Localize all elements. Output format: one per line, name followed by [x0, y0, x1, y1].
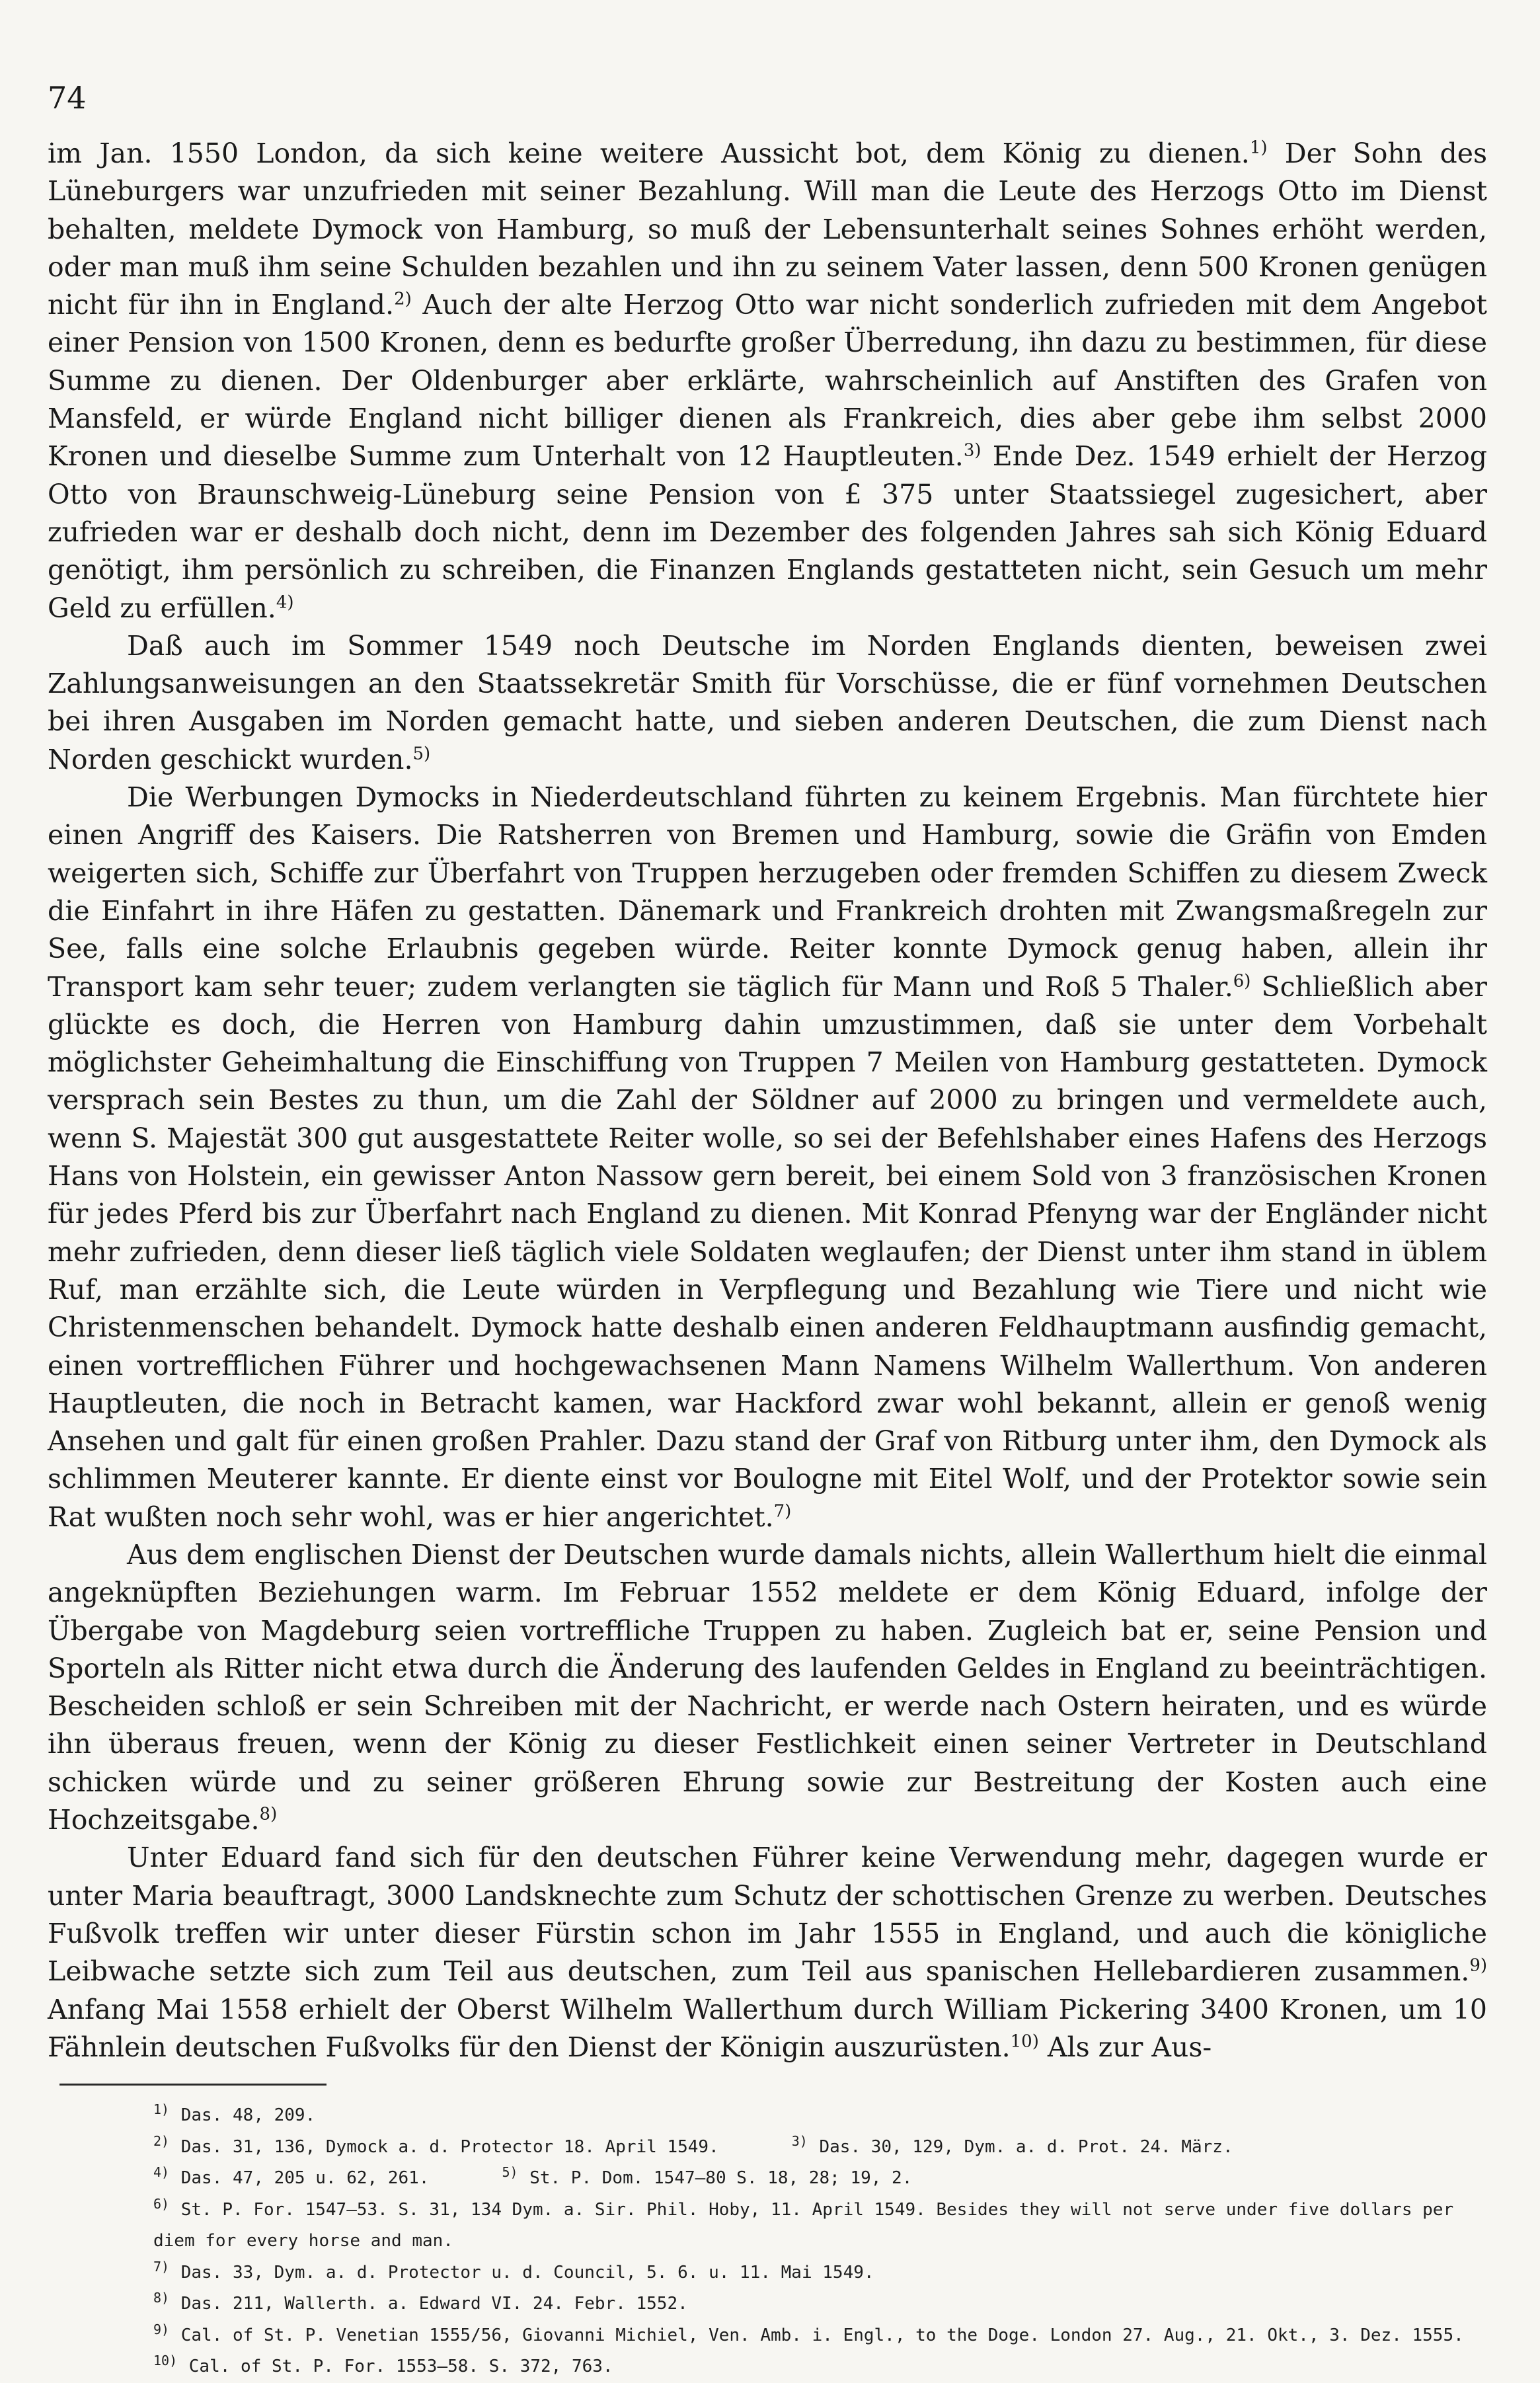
text-run: Auch der alte Herzog Otto war nicht sonderlich zufrieden mit dem Angebot einer Pension von 1500 Kronen, denn es bedurfte großer Überredung, ihn dazu zu bestimmen, für diese Summe zu dienen. Der Oldenburger aber erklärte, wahrscheinlich auf Anstiften des Grafen von Mansfeld, er würde England nicht billiger dienen als Frankreich, dies aber gebe ihm selbst 2000 Kronen und dieselbe Summe zum Unterhalt von 12 Hauptleuten.	[48, 289, 1487, 473]
body-text	[48, 135, 1487, 2066]
text-run: Aus dem englischen Dienst der Deutschen wurde damals nichts, allein Wallerthum hielt die einmal angeknüpften Beziehungen warm. Im Februar 1552 meldete er dem König Eduard, infolge der Übergabe von Magdeburg seien vortreffliche Truppen zu haben. Zugleich bat er, seine Pension und Sporteln als Ritter nicht etwa durch die Änderung des laufenden Geldes in England zu beeinträchtigen. Bescheiden schloß er sein Schreiben mit der Nachricht, er werde nach Ostern heiraten, und es würde ihn überaus freuen, wenn der König zu dieser Festlichkeit einen seiner Vertreter in Deutschland schicken würde und zu seiner größeren Ehrung sowie zur Bestreitung der Kosten auch eine Hochzeitsgabe.	[48, 1538, 1487, 1836]
text-run: im Jan. 1550 London, da sich keine weitere Aussicht bot, dem König zu dienen.	[48, 137, 1250, 169]
paragraph-3	[48, 779, 1487, 1536]
footnote-marker: 9)	[1469, 1955, 1487, 1976]
footnote-4	[153, 2163, 429, 2195]
text-run: Daß auch im Sommer 1549 noch Deutsche im Norden Englands dienten, beweisen zwei Zahlungsanweisungen an den Staatssekretär Smith für Vorschüsse, die er fünf vornehmen Deutschen bei ihren Ausgaben im Norden gemacht hatte, und sieben anderen Deutschen, die zum Dienst nach Norden geschickt wurden.	[48, 629, 1487, 775]
page-number: 74	[48, 80, 87, 116]
text-run: Die Werbungen Dymocks in Niederdeutschland führten zu keinem Ergebnis. Man fürchtete hier einen Angriff des Kaisers. Die Ratsherren von Bremen und Hamburg, sowie die Gräfin von Emden weigerten sich, Schiffe zur Überfahrt von Truppen herzugeben oder fremden Schiffen zu diesem Zweck die Einfahrt in ihre Häfen zu gestatten. Dänemark und Frankreich drohten mit Zwangsmaßregeln zur See, falls eine solche Erlaubnis gegeben würde. Reiter konnte Dymock genug haben, allein ihr Transport kam sehr teuer; zudem verlangten sie täglich für Mann und Roß 5 Thaler.	[48, 781, 1487, 1003]
footnote-number: 4)	[153, 2164, 170, 2181]
footnote-text: Das. 33, Dym. a. d. Protector u. d. Council, 5. 6. u. 11. Mai 1549.	[180, 2262, 874, 2283]
footnote-text: Das. 30, 129, Dym. a. d. Prot. 24. März.	[819, 2136, 1233, 2157]
footnote-row	[48, 2163, 1487, 2195]
footnote-8	[48, 2288, 1487, 2320]
footnote-text: St. P. Dom. 1547—80 S. 18, 28; 19, 2.	[529, 2168, 913, 2189]
footnote-number: 8)	[153, 2290, 170, 2306]
paragraph-5	[48, 1839, 1487, 2066]
footnote-number: 1)	[153, 2101, 170, 2118]
footnote-marker: 4)	[276, 592, 294, 612]
footnote-5	[502, 2163, 912, 2195]
footnote-number: 9)	[153, 2321, 170, 2337]
text-run: Ende Dez. 1549 erhielt der Herzog Otto von Braunschweig-Lüneburg seine Pension von £ 375 unter Staatssiegel zugesichert, aber zufrieden war er deshalb doch nicht, denn im Dezember des folgenden Jahres sah sich König Eduard genötigt, ihm persönlich zu schreiben, die Finanzen Englands gestatteten nicht, sein Gesuch um mehr Geld zu erfüllen.	[48, 440, 1487, 624]
footnote-6	[48, 2195, 1487, 2257]
paragraph-1	[48, 135, 1487, 627]
footnote-7	[48, 2257, 1487, 2289]
footnote-marker: 2)	[394, 289, 412, 309]
text-run: Als zur Aus-	[1038, 2031, 1212, 2063]
footnote-text: Das. 211, Wallerth. a. Edward VI. 24. Febr. 1552.	[180, 2294, 688, 2314]
paragraph-2	[48, 627, 1487, 779]
footnote-marker: 8)	[259, 1804, 278, 1824]
footnote-text: Cal. of St. P. Venetian 1555/56, Giovanni Michiel, Ven. Amb. i. Engl., to the Doge. London 27. Aug., 21. Okt., 3. Dez. 1555.	[180, 2325, 1464, 2345]
footnote-number: 5)	[502, 2164, 518, 2181]
footnote-1	[48, 2100, 1487, 2132]
footnote-text: St. P. For. 1547—53. S. 31, 134 Dym. a. Sir. Phil. Hoby, 11. April 1549. Besides they will not serve under five dollars per diem for every horse and man.	[153, 2199, 1454, 2251]
footnote-marker: 7)	[773, 1501, 792, 1522]
footnote-marker: 3)	[963, 440, 982, 461]
footnote-number: 7)	[153, 2258, 170, 2275]
footnote-9	[48, 2320, 1487, 2352]
text-run: Der Sohn des Lüneburgers war unzufrieden mit seiner Bezahlung. Will man die Leute des Herzogs Otto im Dienst behalten, meldete Dymock von Hamburg, so muß der Lebensunterhalt seines Sohnes erhöht werden, oder man muß ihm seine Schulden bezahlen und ihn zu seinem Vater lassen, denn 500 Kronen genügen nicht für ihn in England.	[48, 137, 1487, 321]
text-run: Anfang Mai 1558 erhielt der Oberst Wilhelm Wallerthum durch William Pickering 3400 Kronen, um 10 Fähnlein deutschen Fußvolks für den Dienst der Königin auszurüsten.	[48, 1993, 1487, 2063]
footnote-3	[792, 2132, 1233, 2164]
footnote-10	[48, 2351, 1487, 2383]
footnote-divider	[59, 2084, 327, 2086]
footnote-text: Das. 47, 205 u. 62, 261.	[180, 2168, 430, 2189]
footnote-text: Das. 48, 209.	[180, 2105, 316, 2126]
footnote-marker: 6)	[1233, 970, 1251, 991]
footnote-text: Das. 31, 136, Dymock a. d. Protector 18. April 1549.	[180, 2136, 719, 2157]
footnotes	[48, 2100, 1487, 2383]
text-run: Unter Eduard fand sich für den deutschen Führer keine Verwendung mehr, dagegen wurde er unter Maria beauftragt, 3000 Landsknechte zum Schutz der schottischen Grenze zu werben. Deutsches Fußvolk treffen wir unter dieser Fürstin schon im Jahr 1555 in England, und auch die königliche Leibwache setzte sich zum Teil aus deutschen, zum Teil aus spanischen Hellebardieren zusammen.	[48, 1842, 1487, 1988]
footnote-marker: 1)	[1249, 137, 1268, 158]
footnote-text: Cal. of St. P. For. 1553—58. S. 372, 763.	[188, 2357, 613, 2377]
text-run: Schließlich aber glückte es doch, die Herren von Hamburg dahin umzustimmen, daß sie unter dem Vorbehalt möglichster Geheimhaltung die Einschiffung von Truppen 7 Meilen von Hamburg gestatteten. Dymock versprach sein Bestes zu thun, um die Zahl der Söldner auf 2000 zu bringen und vermeldete auch, wenn S. Majestät 300 gut ausgestattete Reiter wolle, so sei der Befehlshaber eines Hafens des Herzogs Hans von Holstein, ein gewisser Anton Nassow gern bereit, bei einem Sold von 3 französischen Kronen für jedes Pferd bis zur Überfahrt nach England zu dienen. Mit Konrad Pfenyng war der Engländer nicht mehr zufrieden, denn dieser ließ täglich viele Soldaten weglaufen; der Dienst unter ihm stand in üblem Ruf, man erzählte sich, die Leute würden in Verpflegung und Bezahlung wie Tiere und nicht wie Christenmenschen behandelt. Dymock hatte deshalb einen anderen Feldhauptmann ausfindig gemacht, einen vortrefflichen Führer und hochgewachsenen Mann Namens Wilhelm Wallerthum. Von anderen Hauptleuten, die noch in Betracht kamen, war Hackford zwar wohl bekannt, allein er genoß wenig Ansehen und galt für einen großen Prahler. Dazu stand der Graf von Ritburg unter ihm, den Dymock als schlimmen Meuterer kannte. Er diente einst vor Boulogne mit Eitel Wolf, und der Protektor sowie sein Rat wußten noch sehr wohl, was er hier angerichtet.	[48, 970, 1488, 1533]
footnote-number: 6)	[153, 2195, 170, 2212]
footnote-marker: 10)	[1010, 2031, 1039, 2052]
footnote-2	[153, 2132, 719, 2164]
footnote-number: 3)	[791, 2132, 808, 2149]
footnote-row	[48, 2132, 1487, 2164]
paragraph-4	[48, 1536, 1487, 1839]
footnote-number: 10)	[153, 2353, 178, 2369]
footnote-number: 2)	[153, 2132, 170, 2149]
footnote-marker: 5)	[412, 744, 431, 764]
